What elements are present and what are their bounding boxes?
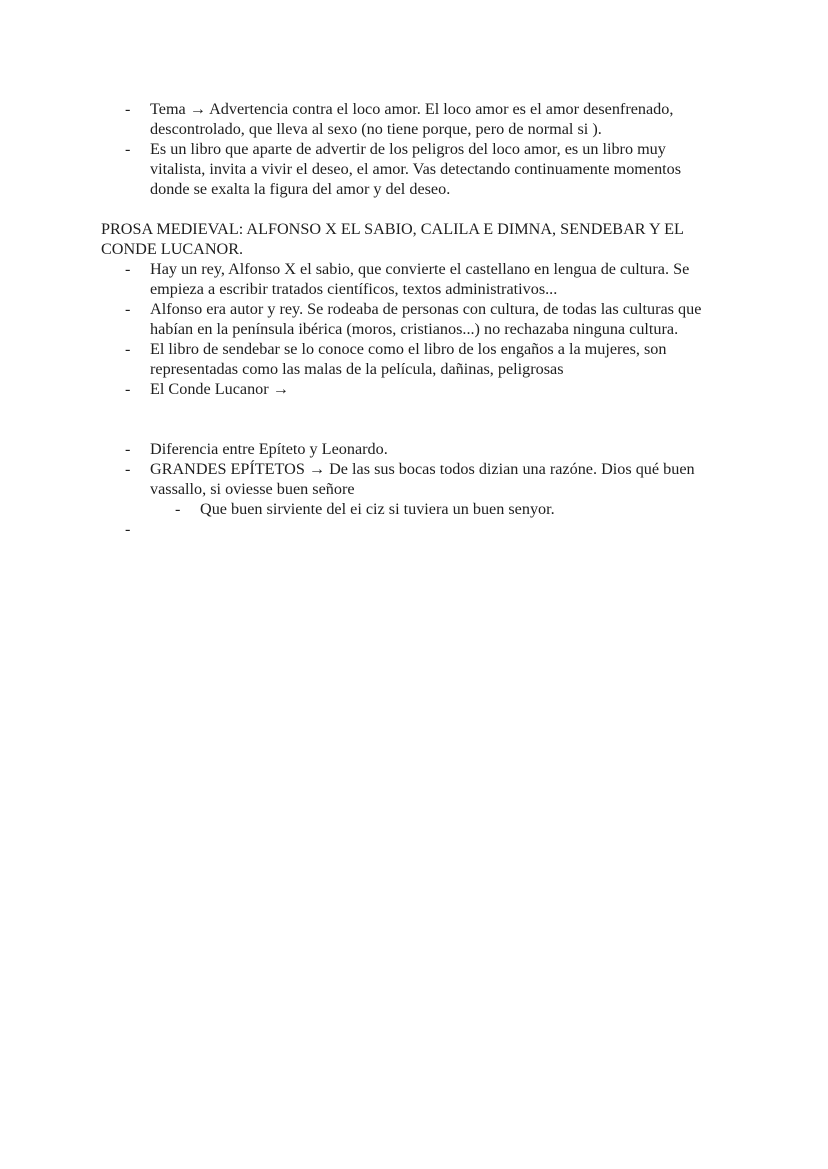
bullet-dash: - — [125, 460, 131, 478]
section-heading: PROSA MEDIEVAL: ALFONSO X EL SABIO, CALILA E DIMNA, SENDEBAR Y EL CONDE LUCANOR. — [101, 220, 684, 258]
list-item-text: Alfonso era autor y rey. Se rodeaba de personas con cultura, de todas las culturas que habían en la península ibérica (moros, cristianos...) no rechazaba ninguna cultura. — [150, 300, 702, 338]
list-item-text: El Conde Lucanor → — [150, 380, 289, 398]
list-item-text: Es un libro que aparte de advertir de los peligros del loco amor, es un libro muy vitalista, invita a vivir el deseo, el amor. Vas detectando continuamente momentos donde se exalta la figura del amor y del deseo. — [150, 140, 682, 198]
list-item — [125, 459, 715, 499]
list-item — [125, 379, 720, 399]
sub-list-item — [175, 499, 720, 519]
bullet-dash: - — [125, 340, 131, 358]
list-item-text: Tema → Advertencia contra el loco amor. El loco amor es el amor desenfrenado, descontrolado, que lleva al sexo (no tiene porque, pero de normal si ). — [150, 100, 674, 138]
bullet-dash: - — [175, 500, 181, 518]
list-item-text: GRANDES EPÍTETOS → De las sus bocas todos dizian una razóne. Dios qué buen vassallo, si oviesse buen señore — [150, 460, 695, 498]
bullet-dash: - — [125, 380, 131, 398]
list-item — [125, 439, 720, 459]
bullet-dash: - — [125, 260, 131, 278]
list-item-text: Hay un rey, Alfonso X el sabio, que convierte el castellano en lengua de cultura. Se empieza a escribir tratados científicos, textos administrativos... — [150, 260, 690, 298]
list-item-text: El libro de sendebar se lo conoce como el libro de los engaños a la mujeres, son representadas como las malas de la película, dañinas, peligrosas — [150, 340, 667, 378]
bullet-dash: - — [125, 520, 131, 538]
bullet-dash: - — [125, 140, 131, 158]
list-item — [125, 339, 720, 379]
list-item — [125, 139, 720, 199]
list-item — [125, 299, 735, 339]
list-item — [125, 259, 720, 299]
list-item-text: Diferencia entre Epíteto y Leonardo. — [150, 440, 388, 458]
list-item — [125, 99, 710, 139]
bullet-dash: - — [125, 440, 131, 458]
bullet-dash: - — [125, 300, 131, 318]
list-item-text: Que buen sirviente del ei ciz si tuviera un buen senyor. — [200, 500, 555, 518]
bullet-dash: - — [125, 100, 131, 118]
